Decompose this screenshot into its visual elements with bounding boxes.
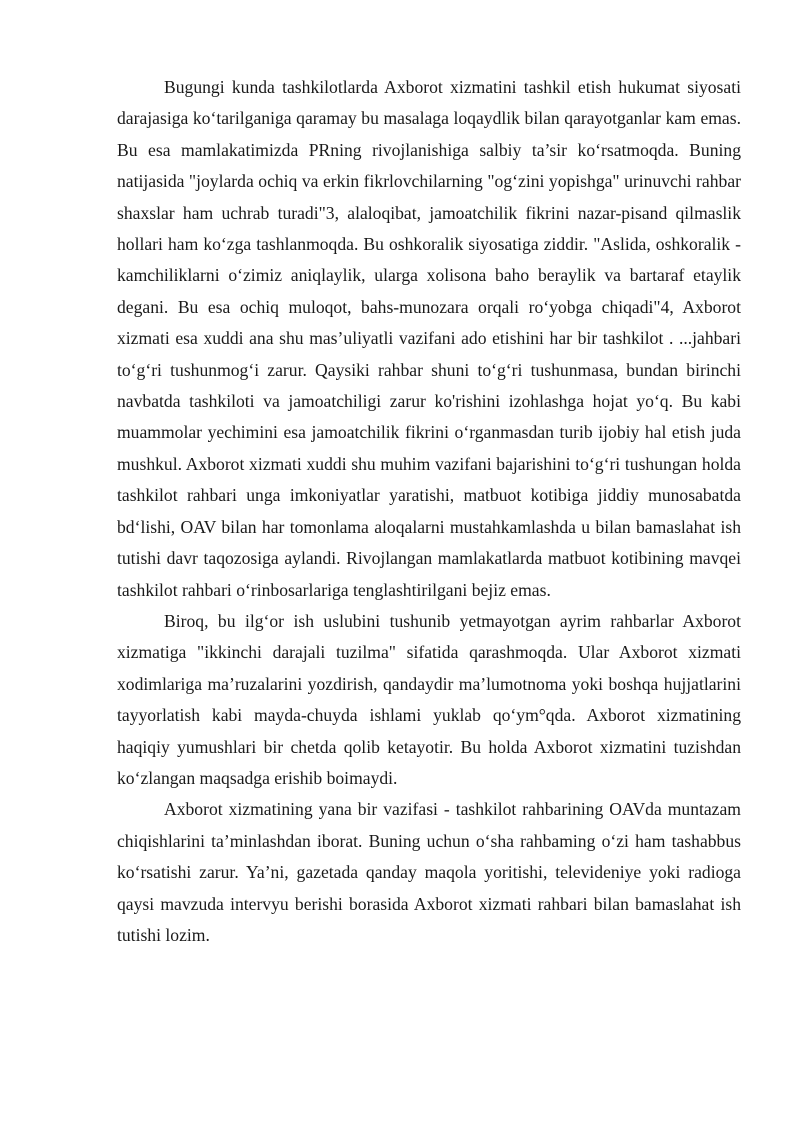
body-text [117,72,741,951]
paragraph-3: Axborot xizmatining yana bir vazifasi - tashkilot rahbarining OAVda muntazam chiqishlarini ta’minlashdan iborat. Buning uchun o‘sha rahbaming o‘zi ham tashabbus ko‘rsatishi zarur. Ya’ni, gazetada qanday maqola yoritishi, televideniye yoki radioga qaysi mavzuda intervyu berishi borasida Axborot xizmati rahbari bilan bamaslahat ish tutishi lozim. [117,799,741,945]
paragraph-2: Biroq, bu ilg‘or ish uslubini tushunib yetmayotgan ayrim rahbarlar Axborot xizmatiga "ikkinchi darajali tuzilma" sifatida qarashmoqda. Ular Axborot xizmati xodimlariga ma’ruzalarini yozdirish, qandaydir ma’lumotnoma yoki boshqa hujjatlarini tayyorlatish kabi mayda-chuyda ishlami yuklab qo‘ym°qda. Axborot xizmatining haqiqiy yumushlari bir chetda qolib ketayotir. Bu holda Axborot xizmatini tuzishdan ko‘zlangan maqsadga erishib boimaydi. [117,610,741,788]
paragraph-1: Bugungi kunda tashkilotlarda Axborot xizmatini tashkil etish hukumat siyosati darajasiga ko‘tarilganiga qaramay bu masalaga loqaydlik bilan qarayotganlar kam emas. Bu esa mamlakatimizda PRning rivojlanishiga salbiy ta’sir ko‘rsatmoqda. Buning natijasida "joylarda ochiq va erkin fikrlovchilarning "og‘zini yopishga" urinuvchi rahbar shaxslar ham uchrab turadi"3, alaloqibat, jamoatchilik fikrini nazar-pisand qilmaslik hollari ham ko‘zga tashlanmoqda. Bu oshkoralik siyosatiga ziddir. "Aslida, oshkoralik - kamchiliklarni o‘zimiz aniqlaylik, ularga xolisona baho beraylik va bartaraf etaylik degani. Bu esa ochiq muloqot, bahs-munozara orqali ro‘yobga chiqadi"4, Axborot xizmati esa xuddi ana shu mas’uliyatli vazifani ado etishini har bir tashkilot . ...jahbari to‘g‘ri tushunmog‘i zarur. Qaysiki rahbar shuni to‘g‘ri tushunmasa, bundan birinchi navbatda tashkiloti va jamoatchiligi zarur ko'rishini izohlashga hojat yo‘q. Bu kabi muammolar yechimini esa jamoatchilik fikrini o‘rganmasdan turib ijobiy hal etish juda mushkul. Axborot xizmati xuddi shu muhim vazifani bajarishini to‘g‘ri tushungan holda tashkilot rahbari unga imkoniyatlar yaratishi, matbuot kotibiga jiddiy munosabatda bd‘lishi, OAV bilan har tomonlama aloqalarni mustahkamlashda u bilan bamaslahat ish tutishi davr taqozosiga aylandi. Rivojlangan mamlakatlarda matbuot kotibining mavqei tashkilot rahbari o‘rinbosarlariga tenglashtirilgani bejiz emas. [117,77,741,600]
